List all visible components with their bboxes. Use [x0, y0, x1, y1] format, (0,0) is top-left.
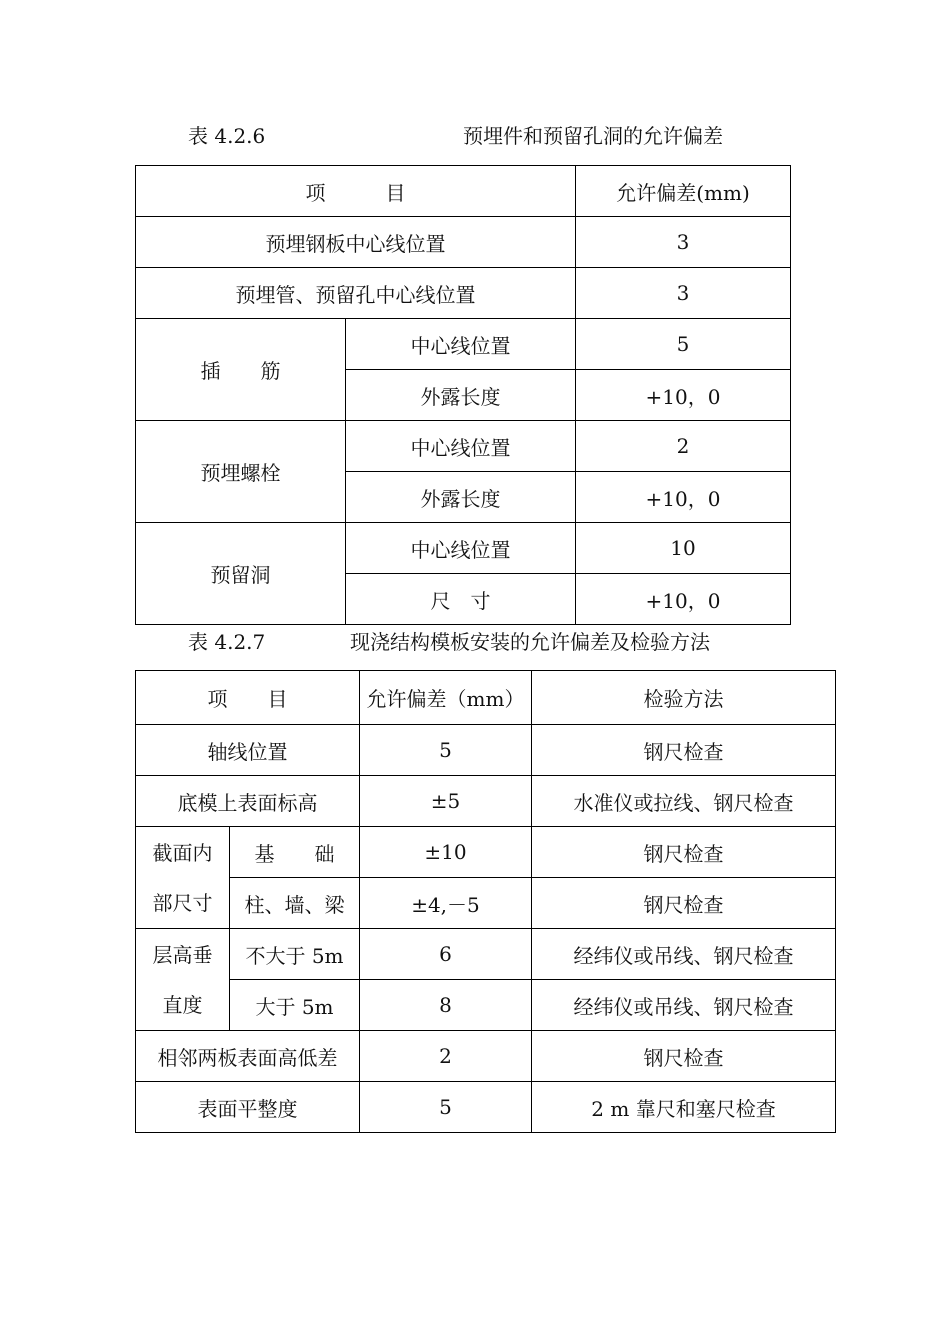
- sub-item-cell: 尺 寸: [346, 574, 576, 625]
- header-item: 项 目: [136, 166, 576, 217]
- value-cell: 5: [360, 1082, 532, 1133]
- table2-caption-number: 表 4.2.7: [188, 630, 266, 654]
- table-row: [136, 776, 836, 827]
- value-cell: +10，0: [576, 370, 791, 421]
- method-cell: 水准仪或拉线、钢尺检查: [532, 776, 836, 827]
- value-cell: 6: [360, 929, 532, 980]
- tolerance-table-embedded-parts: [135, 165, 791, 625]
- table1-caption-number: 表 4.2.6: [188, 124, 266, 148]
- group-cell: [136, 827, 230, 929]
- value-cell: 3: [576, 217, 791, 268]
- value-cell: 3: [576, 268, 791, 319]
- sub-item-cell: 外露长度: [346, 370, 576, 421]
- table-row: [136, 725, 836, 776]
- table-row: [136, 980, 836, 1031]
- header-tolerance: 允许偏差(mm): [576, 166, 791, 217]
- value-cell: ±4,－5: [360, 878, 532, 929]
- method-cell: 钢尺检查: [532, 725, 836, 776]
- sub-item-cell: 柱、墙、梁: [230, 878, 360, 929]
- value-cell: 5: [576, 319, 791, 370]
- method-cell: 经纬仪或吊线、钢尺检查: [532, 980, 836, 1031]
- method-cell: 2 m 靠尺和塞尺检查: [532, 1082, 836, 1133]
- header-item: 项 目: [136, 671, 360, 725]
- value-cell: 5: [360, 725, 532, 776]
- value-cell: 2: [360, 1031, 532, 1082]
- table-row: [136, 421, 791, 472]
- table-row: [136, 1031, 836, 1082]
- table-row: [136, 523, 791, 574]
- method-cell: 钢尺检查: [532, 1031, 836, 1082]
- table-row: [136, 878, 836, 929]
- header-method: 检验方法: [532, 671, 836, 725]
- table-row: [136, 929, 836, 980]
- method-cell: 经纬仪或吊线、钢尺检查: [532, 929, 836, 980]
- value-cell: +10，0: [576, 472, 791, 523]
- table-header-row: [136, 166, 791, 217]
- group-label-line1: 截面内: [152, 840, 213, 865]
- value-cell: 10: [576, 523, 791, 574]
- sub-item-cell: 外露长度: [346, 472, 576, 523]
- value-cell: ±5: [360, 776, 532, 827]
- sub-item-cell: 不大于 5m: [230, 929, 360, 980]
- group-cell: 插 筋: [136, 319, 346, 421]
- group-label-line1: 层高垂: [152, 942, 213, 967]
- table2-caption-title: 现浇结构模板安装的允许偏差及检验方法: [350, 630, 710, 654]
- value-cell: +10，0: [576, 574, 791, 625]
- group-label-line2: 部尺寸: [152, 890, 213, 915]
- sub-item-cell: 中心线位置: [346, 421, 576, 472]
- table1-caption-title: 预埋件和预留孔洞的允许偏差: [463, 124, 723, 148]
- table-header-row: [136, 671, 836, 725]
- item-cell: 预埋钢板中心线位置: [136, 217, 576, 268]
- tolerance-table-formwork: [135, 670, 836, 1133]
- item-cell: 底模上表面标高: [136, 776, 360, 827]
- table-row: [136, 1082, 836, 1133]
- sub-item-cell: 中心线位置: [346, 523, 576, 574]
- table-row: [136, 319, 791, 370]
- method-cell: 钢尺检查: [532, 827, 836, 878]
- table-row: [136, 217, 791, 268]
- table-row: [136, 827, 836, 878]
- group-label-line2: 直度: [162, 992, 203, 1017]
- item-cell: 相邻两板表面高低差: [136, 1031, 360, 1082]
- sub-item-cell: 中心线位置: [346, 319, 576, 370]
- sub-item-cell: 大于 5m: [230, 980, 360, 1031]
- group-cell: [136, 929, 230, 1031]
- method-cell: 钢尺检查: [532, 878, 836, 929]
- item-cell: 轴线位置: [136, 725, 360, 776]
- table-row: [136, 268, 791, 319]
- group-cell: 预埋螺栓: [136, 421, 346, 523]
- value-cell: 2: [576, 421, 791, 472]
- sub-item-cell: 基 础: [230, 827, 360, 878]
- item-cell: 表面平整度: [136, 1082, 360, 1133]
- item-cell: 预埋管、预留孔中心线位置: [136, 268, 576, 319]
- value-cell: ±10: [360, 827, 532, 878]
- value-cell: 8: [360, 980, 532, 1031]
- group-cell: 预留洞: [136, 523, 346, 625]
- header-tolerance: 允许偏差（mm）: [360, 671, 532, 725]
